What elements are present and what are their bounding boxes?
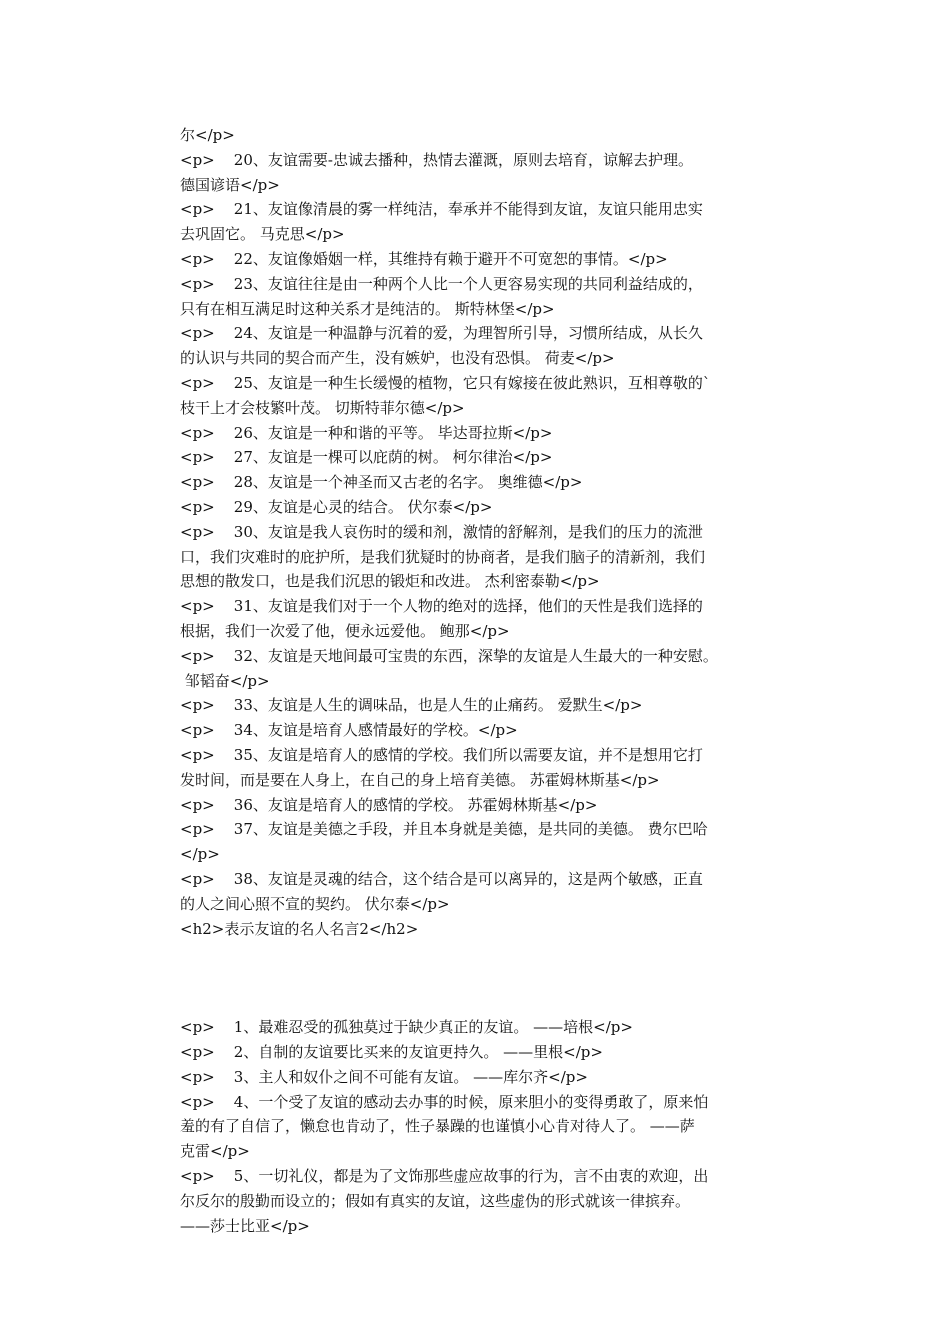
text-line: <p> 36、友谊是培育人的感情的学校。 苏霍姆林斯基</p>: [180, 795, 598, 814]
text-line: 德国谚语</p>: [180, 175, 280, 194]
text-line: <p> 33、友谊是人生的调味品，也是人生的止痛药。 爱默生</p>: [180, 696, 643, 715]
text-line: <p> 30、友谊是我人哀伤时的缓和剂，激情的舒解剂，是我们的压力的流泄: [180, 522, 703, 541]
text-line: <p> 3、主人和奴仆之间不可能有友谊。 ——库尔齐</p>: [180, 1067, 588, 1086]
text-line: <p> 26、友谊是一种和谐的平等。 毕达哥拉斯</p>: [180, 423, 553, 442]
text-line: 羞的有了自信了，懒怠也肯动了，性子暴躁的也谨慎小心肯对待人了。 ——萨: [180, 1117, 695, 1136]
text-line: 发时间，而是要在人身上，在自己的身上培育美德。 苏霍姆林斯基</p>: [180, 770, 660, 789]
text-line: <p> 23、友谊往往是由一种两个人比一个人更容易实现的共同利益结成的，: [180, 274, 703, 293]
quotes-section-2: [180, 1015, 780, 1238]
text-line: <p> 32、友谊是天地间最可宝贵的东西，深挚的友谊是人生最大的一种安慰。: [180, 646, 718, 665]
text-line: 去巩固它。 马克思</p>: [180, 225, 345, 244]
text-line: <p> 38、友谊是灵魂的结合，这个结合是可以离异的，这是两个敏感，正直: [180, 869, 703, 888]
text-line: <p> 21、友谊像清晨的雾一样纯洁，奉承并不能得到友谊，友谊只能用忠实: [180, 200, 703, 219]
text-line: 尔</p>: [180, 126, 235, 144]
text-line: <p> 4、一个受了友谊的感动去办事的时候，原来胆小的变得勇敢了，原来怕: [180, 1092, 709, 1111]
section-heading-line: <h2>表示友谊的名人名言2</h2>: [180, 919, 419, 938]
text-line: 邹韬奋</p>: [180, 671, 270, 690]
text-line: 克雷</p>: [180, 1142, 250, 1161]
text-line: <p> 28、友谊是一个神圣而又古老的名字。 奥维德</p>: [180, 473, 583, 492]
text-line: <p> 31、友谊是我们对于一个人物的绝对的选择，他们的天性是我们选择的: [180, 597, 703, 616]
text-line: 只有在相互满足时这种关系才是纯洁的。 斯特林堡</p>: [180, 299, 555, 318]
section-spacer: [180, 941, 780, 1015]
quotes-section-1: [180, 123, 780, 941]
text-line: <p> 29、友谊是心灵的结合。 伏尔泰</p>: [180, 497, 493, 516]
text-line: <p> 5、一切礼仪，都是为了文饰那些虚应故事的行为，言不由衷的欢迎，出: [180, 1167, 709, 1186]
text-line: </p>: [180, 845, 220, 864]
text-line: <p> 37、友谊是美德之手段，并且本身就是美德，是共同的美德。 费尔巴哈: [180, 820, 708, 839]
text-line: 口，我们灾难时的庇护所，是我们犹疑时的协商者，是我们脑子的清新剂，我们: [180, 547, 706, 566]
text-line: <p> 27、友谊是一棵可以庇荫的树。 柯尔律治</p>: [180, 448, 553, 467]
text-line: <p> 35、友谊是培育人的感情的学校。我们所以需要友谊，并不是想用它打: [180, 745, 703, 764]
text-line: 根据，我们一次爱了他，便永远爱他。 鲍那</p>: [180, 621, 510, 640]
document-body: [180, 123, 780, 1238]
text-line: 思想的散发口，也是我们沉思的锻炬和改进。 杰利密泰勒</p>: [180, 572, 600, 591]
text-line: ——莎士比亚</p>: [180, 1216, 310, 1235]
text-line: <p> 25、友谊是一种生长缓慢的植物，它只有嫁接在彼此熟识，互相尊敬的`: [180, 373, 711, 392]
text-line: <p> 2、自制的友谊要比买来的友谊更持久。 ——里根</p>: [180, 1043, 603, 1062]
text-line: <p> 1、最难忍受的孤独莫过于缺少真正的友谊。 ——培根</p>: [180, 1018, 633, 1037]
text-line: <p> 34、友谊是培育人感情最好的学校。</p>: [180, 721, 518, 740]
text-line: 的人之间心照不宣的契约。 伏尔泰</p>: [180, 894, 450, 913]
text-line: <p> 24、友谊是一种温静与沉着的爱，为理智所引导，习惯所结成，从长久: [180, 324, 703, 343]
text-line: 尔反尔的殷勤而设立的；假如有真实的友谊，这些虚伪的形式就该一律摈弃。: [180, 1191, 691, 1210]
text-line: 枝干上才会枝繁叶茂。 切斯特菲尔德</p>: [180, 398, 465, 417]
text-line: <p> 22、友谊像婚姻一样，其维持有赖于避开不可宽恕的事情。</p>: [180, 249, 668, 268]
text-line: 的认识与共同的契合而产生，没有嫉妒，也没有恐惧。 荷麦</p>: [180, 349, 615, 368]
text-line: <p> 20、友谊需要-忠诚去播种，热情去灌溉，原则去培育，谅解去护理。: [180, 150, 693, 169]
